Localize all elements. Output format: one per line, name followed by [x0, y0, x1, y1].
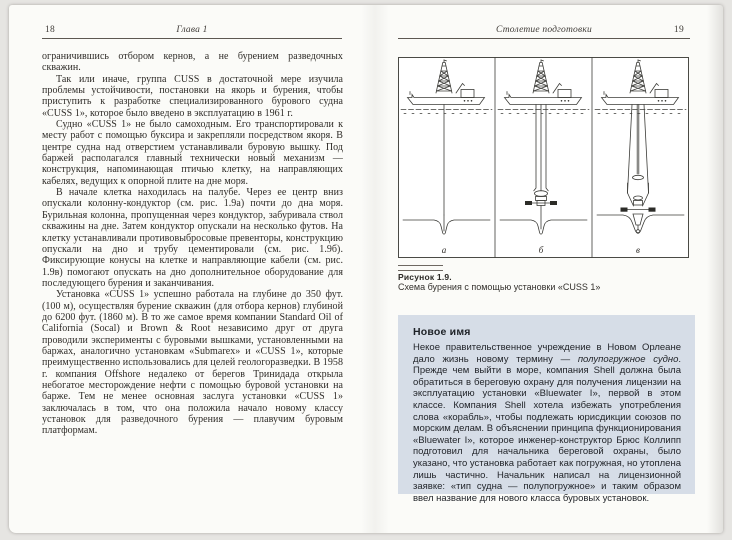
- panel-label-a: а: [441, 245, 447, 255]
- note-body-lead: Некое правительственное учреждение в Новом Орлеане дало жизнь новому термину —: [413, 342, 681, 365]
- book-pages: [9, 5, 723, 533]
- left-chapter-title: Глава 1: [176, 25, 208, 35]
- left-running-head: [42, 25, 342, 38]
- base-block: [649, 208, 656, 212]
- panel-label-c: в: [636, 245, 640, 255]
- note-box-title: Новое имя: [413, 326, 471, 338]
- page-gutter-shadow: [361, 5, 389, 533]
- note-box: [398, 315, 695, 504]
- right-header-rule: [398, 38, 690, 39]
- figure-1-9-diagram: [398, 57, 689, 258]
- note-box-body: [413, 342, 681, 504]
- left-header-rule: [42, 38, 342, 39]
- caption-rule: [398, 265, 443, 271]
- figure-caption-label: Рисунок 1.9.: [398, 272, 452, 282]
- left-page-text: [42, 51, 343, 437]
- paragraph: В начале клетка находилась на палубе. Через ее центр вниз опускали колонну-кондуктор (см. рис. 1.9а) почти до дна моря. Бурильная колонна, пропущенная через кондуктор, забуривала ствол скважины на дне. Затем кондуктор опускали на несколько футов. На клетку устанавливали противовыбросовые превенторы, конструкцию опускали на дно и трубу цементировали (см. рис. 1.9б). Фиксирующие конусы на клетке и направляющие кабели (см. рис. 1.9в) помогают опускать на дно дополнительное оборудование для последующего бурения и заканчивания.: [42, 187, 343, 289]
- note-body-term: полупогружное судно: [577, 353, 679, 365]
- right-chapter-title: Столетие подготовки: [496, 25, 592, 35]
- paragraph: Так или иначе, группа CUSS в достаточной мере изучила проблемы устойчивости, постановки на якорь и бурения, чтобы приступить к разработке специализированного бурового судна «CUSS 1», которое было введено в эксплуатацию в 1961 г.: [42, 73, 343, 119]
- page-edge-shadow: [707, 5, 723, 533]
- panel-label-b: б: [538, 245, 544, 255]
- left-page-number: 18: [45, 25, 56, 35]
- note-body-rest: . Прежде чем выйти в море, компания Shell должна была обратиться в береговую охрану для получения лицензии на эксплуатацию установки «Bluewater I», первой в этом классе. Компания Shell хотела избежать употребления слова «корабль», чтобы подлежать юрисдикции союзов по морским делам. В объяснении принципа функционирования «Bluewater I», которое инженер-конструктор Брюс Коллипп подготовил для начальника береговой охраны, было указано, что установка работает как погружная, но утоплена лишь частично. Начальник написал на лицензионной заявке: «тип судна — полупогружное» и таким образом ввел название для нового класса буровых установок.: [413, 353, 681, 504]
- flange-block: [525, 201, 532, 205]
- paragraph: ограничившись отбором кернов, а не бурением разведочных скважин.: [42, 51, 343, 74]
- figure-1-9: [398, 57, 689, 258]
- figure-caption-text: Схема бурения с помощью установки «CUSS 1»: [398, 282, 601, 292]
- paragraph: Судно «CUSS 1» не было самоходным. Его транспортировали к месту работ с помощью буксира и закрепляли посредством якоря. В центре судна над отверстием устанавливали буровую вышку. Под баржей располагался главный технически новый механизм — конструкция, напоминающая птичью клетку, на направляющих кабелях, ведущих к опорной плите на дне моря.: [42, 119, 343, 187]
- base-block: [621, 208, 628, 212]
- right-running-head: [398, 25, 690, 38]
- right-page-number: 19: [673, 25, 684, 35]
- flange-block: [550, 201, 557, 205]
- paragraph: Установка «CUSS 1» успешно работала на глубине до 350 фут. (100 м), осуществляя бурение скважин (для отбора кернов) глубиной до 6200 фут. (1860 м). В то же самое время компании Standard Oil of California (Socal) и Brown & Root независимо друг от друга проводили эксперименты с буровыми вышками, установленными на баржах, аналогично установкам «Submarex» и «CUSS 1», которые преимущественно использовались для целей геологоразведки. В 1958 г. компания Offshore недалеко от берегов Тринидада открыла небогатое месторождение нефти с помощью буровой установки на барже. Тем не менее основная заслуга установки «CUSS 1» заключалась в том, что она положила начало новому классу установок для разведочного бурения — плавучим буровым платформам.: [42, 289, 343, 437]
